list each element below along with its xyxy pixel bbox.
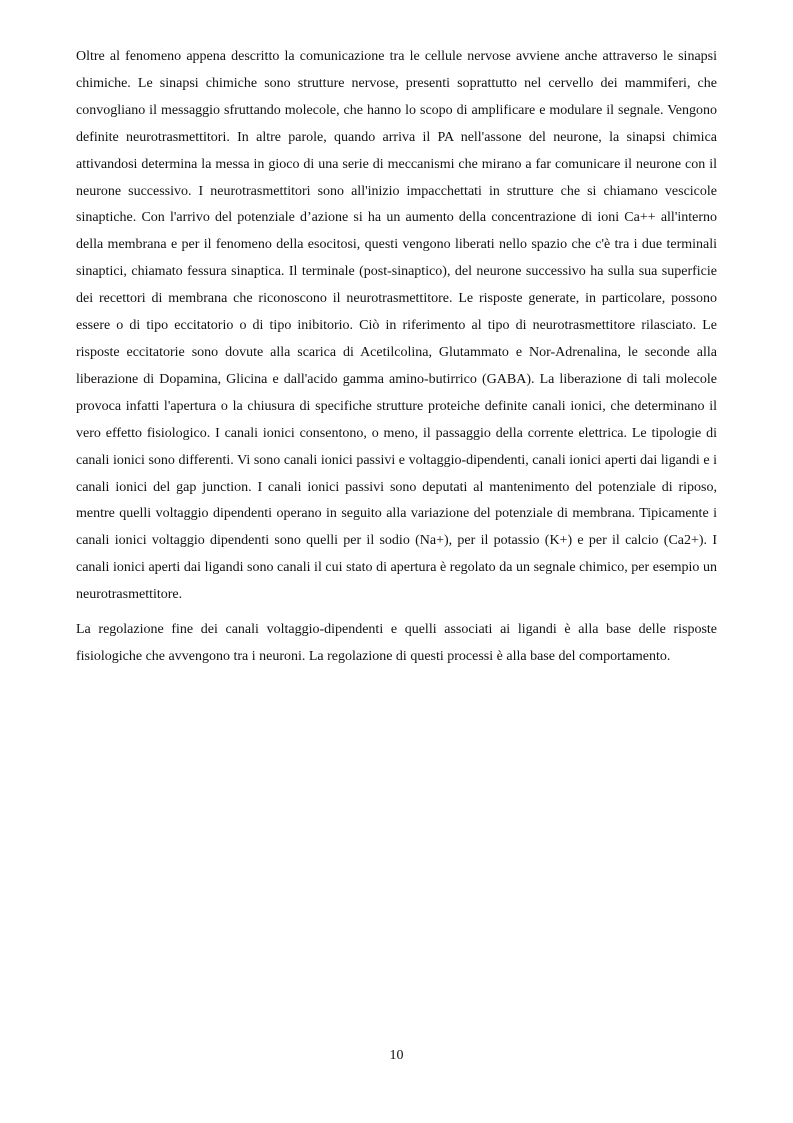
paragraph: La regolazione fine dei canali voltaggio-dipendenti e quelli associati ai ligandi è alla base delle risposte fisiologiche che avvengono tra i neuroni. La regolazione di questi processi è alla base del comportamento.: [76, 622, 717, 664]
paragraph: Oltre al fenomeno appena descritto la comunicazione tra le cellule nervose avviene anche attraverso le sinapsi chimiche. Le sinapsi chimiche sono strutture nervose, presenti soprattutto nel cervello dei mammiferi, che convogliano il messaggio sfruttando molecole, che hanno lo scopo di amplificare e modulare il segnale. Vengono definite neurotrasmettitori. In altre parole, quando arriva il PA nell'assone del neurone, la sinapsi chimica attivandosi determina la messa in gioco di una serie di meccanismi che mirano a far comunicare il neurone con il neurone successivo. I neurotrasmettitori sono all'inizio impacchettati in strutture che si chiamano vescicole sinaptiche. Con l'arrivo del potenziale d’azione si ha un aumento della concentrazione di ioni Ca++ all'interno della membrana e per il fenomeno della esocitosi, questi vengono liberati nello spazio che c'è tra i due terminali sinaptici, chiamato fessura sinaptica. Il terminale (post-sinaptico), del neurone successivo ha sulla sua superficie dei recettori di membrana che riconoscono il neurotrasmettitore. Le risposte generate, in particolare, possono essere o di tipo eccitatorio o di tipo inibitorio. Ciò in riferimento al tipo di neurotrasmettitore rilasciato. Le risposte eccitatorie sono dovute alla scarica di Acetilcolina, Glutammato e Nor-Adrenalina, le seconde alla liberazione di Dopamina, Glicina e dall'acido gamma amino-butirrico (GABA). La liberazione di tali molecole provoca infatti l'apertura o la chiusura di specifiche strutture proteiche definite canali ionici, che determinano il vero effetto fisiologico. I canali ionici consentono, o meno, il passaggio della corrente elettrica. Le tipologie di canali ionici sono differenti. Vi sono canali ionici passivi e voltaggio-dipendenti, canali ionici aperti dai ligandi e i canali ionici del gap junction. I canali ionici passivi sono deputati al mantenimento del potenziale di riposo, mentre quelli voltaggio dipendenti operano in seguito alla variazione del potenziale di membrana. Tipicamente i canali ionici voltaggio dipendenti sono quelli per il sodio (Na+), per il potassio (K+) e per il calcio (Ca2+). I canali ionici aperti dai ligandi sono canali il cui stato di apertura è regolato da un segnale chimico, per esempio un neurotrasmettitore.: [76, 49, 717, 603]
page-number: 10: [389, 1048, 404, 1063]
body-text: [76, 44, 717, 671]
